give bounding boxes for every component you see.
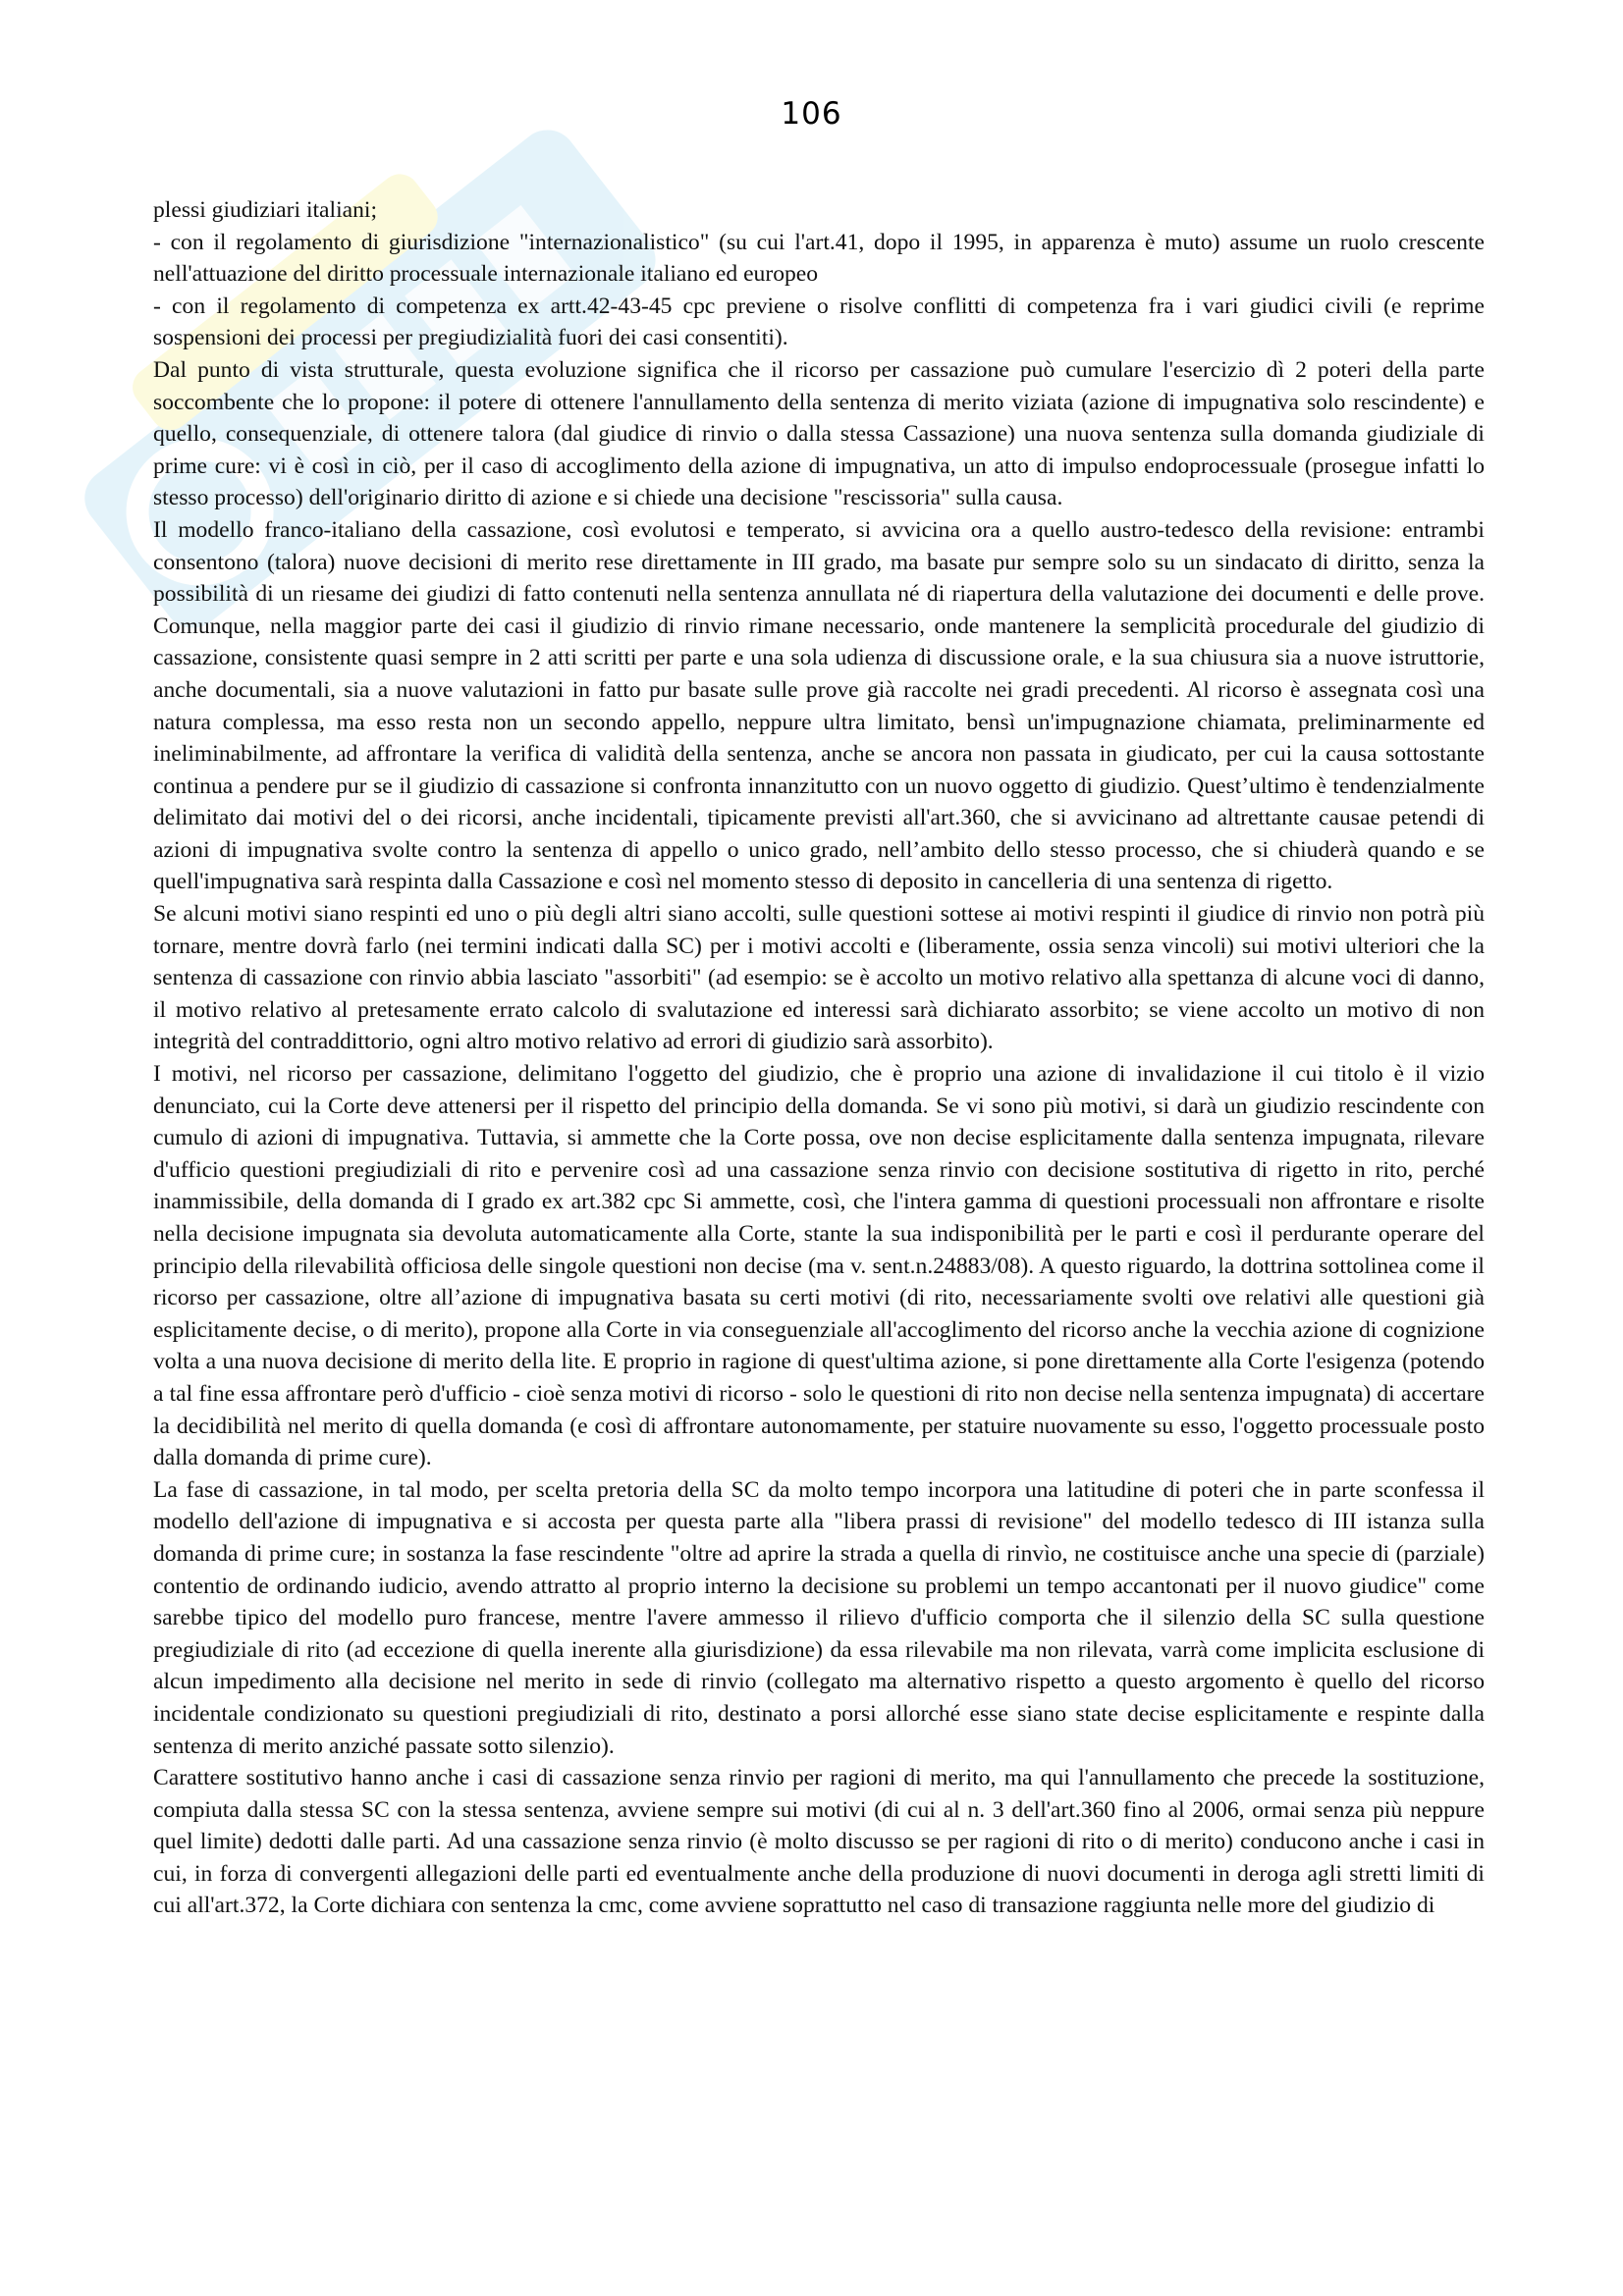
paragraph: plessi giudiziari italiani; <box>153 197 378 223</box>
paragraph: Il modello franco-italiano della cassazione, così evolutosi e temperato, si avvicina ora a quello austro-tedesco della revisione: entrambi consentono (talora) nuove decisioni di merito rese direttamente in III grado, ma basate pur sempre solo su un sindacato di diritto, senza la possibilità di un riesame dei giudizi di fatto contenuti nella sentenza annullata né di riapertura della valutazione dei documenti e delle prove. Comunque, nella maggior parte dei casi il giudizio di rinvio rimane necessario, onde mantenere la semplicità procedurale del giudizio di cassazione, consistente quasi sempre in 2 atti scritti per parte e una sola udienza di discussione orale, e la sua chiusura sia a nuove istruttorie, anche documentali, sia a nuove valutazioni in fatto pur basate sulle prove già raccolte nei gradi precedenti. Al ricorso è assegnata così una natura complessa, ma esso resta non un secondo appello, neppure ultra limitato, bensì un'impugnazione chiamata, preliminarmente ed ineliminabilmente, ad affrontare la verifica di validità della sentenza, anche se ancora non passata in giudicato, per cui la causa sottostante continua a pendere pur se il giudizio di cassazione si confronta innanzitutto con un nuovo oggetto di giudizio. Quest’ultimo è tendenzialmente delimitato dai motivi del o dei ricorsi, anche incidentali, tipicamente previsti all'art.360, che si avvicinano ad altrettante causae petendi di azioni di impugnativa svolte contro la sentenza di appello o unico grado, nell’ambito dello stesso processo, che si chiuderà quando e se quell'impugnativa sarà respinta dalla Cassazione e così nel momento stesso di deposito in cancelleria di una sentenza di rigetto. <box>153 516 1485 895</box>
page-number: 106 <box>781 96 842 132</box>
paragraph: I motivi, nel ricorso per cassazione, delimitano l'oggetto del giudizio, che è proprio una azione di invalidazione il cui titolo è il vizio denunciato, cui la Corte deve attenersi per il rispetto del principio della domanda. Se vi sono più motivi, si darà un giudizio rescindente con cumulo di azioni di impugnativa. Tuttavia, si ammette che la Corte possa, ove non decise esplicitamente dalla sentenza impugnata, rilevare d'ufficio questioni pregiudiziali di rito e pervenire così ad una cassazione senza rinvio con decisione sostitutiva di rigetto in rito, perché inammissibile, della domanda di I grado ex art.382 cpc Si ammette, così, che l'intera gamma di questioni processuali non affrontare e risolte nella decisione impugnata sia devoluta automaticamente alla Corte, stante la sua indisponibilità per le parti e così il perdurante operare del principio della rilevabilità officiosa delle singole questioni non decise (ma v. sent.n.24883/08). A questo riguardo, la dottrina sottolinea come il ricorso per cassazione, oltre all’azione di impugnativa basata su certi motivi (di rito, necessariamente svolti ove relativi alle questioni già esplicitamente decise, o di merito), propone alla Corte in via conseguenziale all'accoglimento del ricorso anche la vecchia azione di cognizione volta a una nuova decisione di merito della lite. E proprio in ragione di quest'ultima azione, si pone direttamente alla Corte l'esigenza (potendo a tal fine essa affrontare però d'ufficio - cioè senza motivi di ricorso - solo le questioni di rito non decise nella sentenza impugnata) di accertare la decidibilità nel merito di quella domanda (e così di affrontare autonomamente, per statuire nuovamente su esso, l'oggetto processuale posto dalla domanda di prime cure). <box>153 1061 1485 1471</box>
paragraph: La fase di cassazione, in tal modo, per scelta pretoria della SC da molto tempo incorpora una latitudine di poteri che in parte sconfessa il modello dell'azione di impugnativa e si accosta per questa parte alla "libera prassi di revisione" del modello tedesco di III istanza sulla domanda di prime cure; in sostanza la fase rescindente "oltre ad aprire la strada a quella di rinvìo, ne costituisce anche una specie di (parziale) contentio de ordinando iudicio, avendo attratto al proprio interno la decisione su problemi un tempo accantonati per il nuovo giudice" come sarebbe tipico del modello puro francese, mentre l'avere ammesso il rilievo d'ufficio comporta che il silenzio della SC sulla questione pregiudiziale di rito (ad eccezione di quella inerente alla giurisdizione) da essa rilevabile ma non rilevata, varrà come implicita esclusione di alcun impedimento alla decisione nel merito in sede di rinvio (collegato ma alternativo rispetto a questo argomento è quello del ricorso incidentale condizionato su questioni pregiudiziali di rito, destinato a porsi allorché esse siano state decise esplicitamente e respinte dalla sentenza di merito anziché passate sotto silenzio). <box>153 1476 1485 1759</box>
paragraph: Se alcuni motivi siano respinti ed uno o più degli altri siano accolti, sulle questioni sottese ai motivi respinti il giudice di rinvio non potrà più tornare, mentre dovrà farlo (nei termini indicati dalla SC) per i motivi accolti e (liberamente, ossia senza vincoli) sui motivi ulteriori che la sentenza di cassazione con rinvio abbia lasciato "assorbiti" (ad esempio: se è accolto un motivo relativo alla spettanza di alcune voci di danno, il motivo relativo al pretesamente errato calcolo di svalutazione ed interessi sarà dichiarato assorbito; se viene accolto un motivo di non integrità del contraddittorio, ogni altro motivo relativo ad errori di giudizio sarà assorbito). <box>153 901 1485 1055</box>
paragraph: - con il regolamento di competenza ex artt.42-43-45 cpc previene o risolve conflitti di competenza fra i vari giudici civili (e reprime sospensioni dei processi per pregiudizialità fuori dei casi consentiti). <box>153 293 1485 351</box>
paragraph: - con il regolamento di giurisdizione "internazionalistico" (su cui l'art.41, dopo il 1995, in apparenza è muto) assume un ruolo crescente nell'attuazione del diritto processuale internazionale italiano ed europeo <box>153 229 1485 288</box>
paragraph: Carattere sostitutivo hanno anche i casi di cassazione senza rinvio per ragioni di merito, ma qui l'annullamento che precede la sostituzione, compiuta dalla stessa SC con la stessa sentenza, avviene sempre sui motivi (di cui al n. 3 dell'art.360 fino al 2006, ormai senza più neppure quel limite) dedotti dalle parti. Ad una cassazione senza rinvio (è molto discusso se per ragioni di rito o di merito) conducono anche i casi in cui, in forza di convergenti allegazioni delle parti ed eventualmente anche della produzione di nuovi documenti in deroga agli stretti limiti di cui all'art.372, la Corte dichiara con sentenza la cmc, come avviene soprattutto nel caso di transazione raggiunta nelle more del giudizio di <box>153 1765 1485 1919</box>
paragraph: Dal punto di vista strutturale, questa evoluzione significa che il ricorso per cassazione può cumulare l'esercizio dì 2 poteri della parte soccombente che lo propone: il potere di ottenere l'annullamento della sentenza di merito viziata (azione di impugnativa solo rescindente) e quello, consequenziale, di ottenere talora (dal giudice di rinvio o dalla stessa Cassazione) una nuova sentenza sulla domanda giudiziale di prime cure: vi è così in ciò, per il caso di accoglimento della azione di impugnativa, un atto di impulso endoprocessuale (prosegue infatti lo stesso processo) dell'originario diritto di azione e si chiede una decisione "rescissoria" sulla causa. <box>153 356 1485 511</box>
document-body <box>153 194 1485 1922</box>
